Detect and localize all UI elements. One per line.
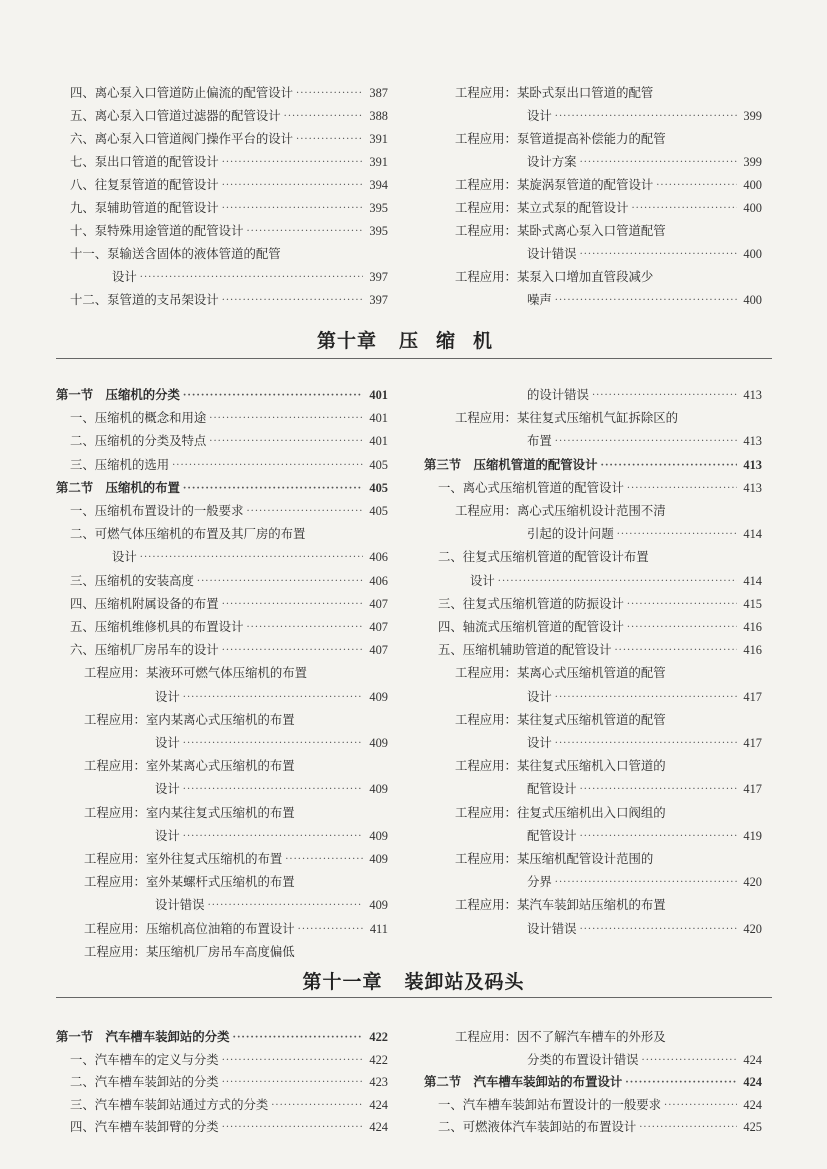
toc-entry-title: 工程应用：室外某螺杆式压缩机的布置 [84, 874, 295, 890]
toc-entry-title: 四、离心泵入口管道防止偏流的配管设计 [70, 85, 294, 100]
toc-entry[interactable] [70, 175, 388, 195]
toc-entry-title: 工程应用：往复式压缩机出入口阀组的 [455, 804, 666, 820]
toc-page-number: 424 [743, 1052, 762, 1067]
toc-page-number: 409 [369, 852, 388, 866]
dot-leader [625, 1074, 737, 1092]
toc-page-number: 406 [369, 550, 388, 565]
toc-entry[interactable] [70, 152, 388, 172]
toc-entry[interactable] [455, 849, 762, 869]
toc-entry-title: 二、汽车槽车装卸站的分类 [70, 1074, 219, 1089]
dot-leader [172, 457, 363, 475]
toc-entry-title: 设计错误 [527, 920, 577, 936]
toc-page-number: 417 [743, 782, 762, 797]
toc-entry[interactable] [455, 895, 762, 915]
toc-entry[interactable] [70, 1095, 388, 1115]
toc-entry[interactable] [70, 83, 388, 103]
dot-leader [140, 269, 363, 287]
toc-entry[interactable] [438, 547, 762, 567]
toc-entry-title: 工程应用：离心式压缩机设计范围不清 [455, 503, 666, 518]
toc-entry-title: 工程应用：某立式泵的配管设计 [455, 200, 629, 215]
dot-leader [246, 223, 363, 241]
toc-entry[interactable] [527, 779, 762, 799]
toc-entry-title: 工程应用：压缩机高位油箱的布置设计 [84, 920, 295, 936]
toc-page-number: 405 [369, 504, 388, 518]
toc-entry[interactable] [70, 1117, 388, 1137]
dot-leader [222, 200, 363, 218]
toc-page-number: 387 [369, 86, 388, 100]
toc-entry[interactable] [70, 431, 388, 451]
toc-entry[interactable] [527, 385, 762, 405]
toc-entry[interactable] [455, 408, 762, 428]
dot-leader [298, 921, 363, 939]
toc-entry[interactable] [70, 501, 388, 521]
toc-entry-title: 设计 [155, 688, 180, 704]
dot-leader [617, 526, 737, 544]
toc-entry-title: 分类的布置设计错误 [527, 1051, 639, 1067]
chapter-divider [56, 997, 772, 998]
toc-entry-title: 七、泵出口管道的配管设计 [70, 154, 219, 169]
toc-entry[interactable] [455, 83, 762, 103]
dot-leader [183, 387, 363, 405]
dot-leader [642, 1052, 737, 1070]
dot-leader [208, 897, 363, 915]
toc-entry[interactable] [527, 290, 762, 310]
dot-leader [222, 1119, 363, 1137]
chapter-11-heading [0, 967, 827, 994]
toc-entry[interactable] [70, 244, 388, 264]
toc-entry[interactable] [84, 803, 388, 823]
toc-entry-title: 设计 [527, 108, 552, 123]
dot-leader [627, 596, 737, 614]
toc-page-number: 420 [743, 875, 762, 890]
toc-page-number: 409 [369, 689, 388, 704]
toc-entry-title: 二、压缩机的分类及特点 [70, 433, 207, 449]
dot-leader [555, 433, 737, 451]
toc-entry-title: 设计 [155, 781, 180, 797]
toc-entry[interactable] [70, 571, 388, 591]
toc-page-number: 400 [743, 247, 762, 261]
dot-leader [664, 1097, 737, 1115]
dot-leader [284, 108, 363, 126]
toc-entry[interactable] [527, 872, 762, 892]
toc-entry-title: 五、压缩机辅助管道的配管设计 [438, 642, 612, 658]
toc-section[interactable] [424, 455, 762, 475]
toc-entry[interactable] [155, 687, 388, 707]
toc-entry-title: 工程应用：某泵入口增加直管段减少 [455, 269, 654, 284]
toc-entry[interactable] [527, 687, 762, 707]
toc-entry[interactable] [455, 710, 762, 730]
dot-leader [222, 642, 363, 660]
toc-entry[interactable] [84, 849, 388, 869]
toc-entry[interactable] [112, 267, 388, 287]
toc-entry-title: 四、汽车槽车装卸臂的分类 [70, 1119, 219, 1134]
dot-leader [183, 828, 363, 846]
toc-entry-title: 九、泵辅助管道的配管设计 [70, 200, 219, 215]
toc-entry-title: 引起的设计问题 [527, 526, 614, 542]
toc-entry-title: 设计错误 [155, 897, 205, 913]
toc-entry-title: 三、往复式压缩机管道的防振设计 [438, 595, 624, 611]
toc-entry[interactable] [112, 547, 388, 567]
toc-entry[interactable] [70, 221, 388, 241]
toc-entry-title: 工程应用：某压缩机配管设计范围的 [455, 851, 654, 866]
toc-entry-title: 设计 [112, 269, 137, 284]
toc-entry-title: 第二节 压缩机的布置 [56, 479, 180, 495]
toc-entry-title: 四、轴流式压缩机管道的配管设计 [438, 619, 624, 634]
toc-entry-title: 工程应用：某压缩机厂房吊车高度偏低 [84, 943, 295, 959]
dot-leader [580, 154, 737, 172]
toc-page-number: 420 [743, 921, 762, 936]
toc-page-number: 416 [743, 643, 762, 658]
toc-page-number: 409 [369, 828, 388, 843]
dot-leader [600, 457, 737, 475]
toc-section[interactable] [56, 478, 388, 498]
toc-entry[interactable] [527, 919, 762, 939]
toc-entry-title: 设计 [155, 827, 180, 843]
toc-entry[interactable] [70, 640, 388, 660]
toc-entry-title: 工程应用：因不了解汽车槽车的外形及 [455, 1029, 666, 1044]
dot-leader [222, 292, 363, 310]
toc-entry[interactable] [527, 152, 762, 172]
toc-page-number: 409 [369, 736, 388, 750]
dot-leader [232, 1029, 363, 1047]
toc-page-number: 395 [369, 224, 388, 238]
toc-entry[interactable] [455, 1027, 762, 1047]
toc-page-number: 424 [743, 1097, 762, 1112]
toc-entry[interactable] [455, 175, 762, 195]
toc-entry-title: 一、压缩机布置设计的一般要求 [70, 503, 244, 518]
toc-entry-title: 工程应用：室内某离心式压缩机的布置 [84, 711, 295, 727]
toc-entry[interactable] [438, 1095, 762, 1115]
dot-leader [580, 246, 737, 264]
chapter-number: 第十一章 [302, 971, 383, 993]
toc-entry-title: 设计 [527, 688, 552, 704]
toc-entry[interactable] [155, 779, 388, 799]
dot-leader [183, 689, 363, 707]
toc-entry-title: 工程应用：某汽车装卸站压缩机的布置 [455, 897, 666, 913]
toc-entry[interactable] [438, 594, 762, 614]
toc-entry-title: 第一节 汽车槽车装卸站的分类 [56, 1029, 230, 1044]
toc-entry-title: 五、压缩机维修机具的布置设计 [70, 619, 244, 634]
dot-leader [555, 735, 737, 753]
toc-entry-title: 工程应用：某往复式压缩机气缸拆除区的 [455, 410, 679, 426]
toc-section[interactable] [424, 1072, 762, 1092]
dot-leader [197, 573, 363, 591]
toc-entry[interactable] [438, 478, 762, 498]
toc-page-number: 422 [369, 1052, 388, 1067]
toc-entry[interactable] [70, 198, 388, 218]
toc-entry[interactable] [70, 1072, 388, 1092]
toc-page-number: 413 [743, 480, 762, 495]
toc-entry-title: 配管设计 [527, 781, 577, 797]
toc-entry[interactable] [527, 733, 762, 753]
dot-leader [555, 874, 737, 892]
dot-leader [209, 410, 363, 428]
dot-leader [183, 735, 363, 753]
chapter-divider [56, 358, 772, 359]
toc-entry-title: 一、压缩机的概念和用途 [70, 410, 207, 426]
toc-page-number: 407 [369, 643, 388, 658]
toc-entry-title: 工程应用：某卧式泵出口管道的配管 [455, 85, 654, 100]
toc-entry-title: 一、汽车槽车装卸站布置设计的一般要求 [438, 1096, 662, 1112]
toc-entry-title: 第一节 压缩机的分类 [56, 387, 180, 402]
toc-page-number: 422 [369, 1030, 388, 1044]
toc-entry[interactable] [84, 942, 388, 962]
toc-page-number: 397 [369, 293, 388, 307]
toc-entry-title: 十、泵特殊用途管道的配管设计 [70, 223, 244, 238]
dot-leader [614, 642, 737, 660]
toc-entry-title: 噪声 [527, 292, 552, 307]
toc-entry-title: 分界 [527, 874, 552, 890]
toc-entry-title: 三、压缩机的选用 [70, 456, 170, 472]
toc-entry[interactable] [70, 1050, 388, 1070]
toc-entry[interactable] [70, 524, 388, 544]
toc-page-number: 413 [743, 434, 762, 449]
toc-page-number: 397 [369, 270, 388, 284]
toc-entry-title: 工程应用：某卧式离心泵入口管道配管 [455, 223, 666, 238]
toc-entry-title: 的设计错误 [527, 387, 589, 402]
dot-leader [555, 108, 737, 126]
toc-page-number: 414 [743, 527, 762, 542]
toc-entry-title: 一、离心式压缩机管道的配管设计 [438, 479, 624, 495]
dot-leader [296, 131, 363, 149]
toc-entry-title: 十二、泵管道的支吊架设计 [70, 292, 219, 307]
toc-entry-title: 四、压缩机附属设备的布置 [70, 595, 219, 611]
toc-entry[interactable] [155, 826, 388, 846]
dot-leader [222, 177, 363, 195]
dot-leader [222, 596, 363, 614]
toc-entry[interactable] [84, 919, 388, 939]
dot-leader [285, 851, 363, 869]
chapter-number: 第十章 [316, 330, 377, 352]
toc-page-number: 405 [369, 457, 388, 472]
dot-leader [222, 154, 363, 172]
toc-entry[interactable] [527, 524, 762, 544]
toc-entry[interactable] [155, 895, 388, 915]
toc-entry[interactable] [84, 872, 388, 892]
toc-entry-title: 布置 [527, 433, 552, 449]
toc-entry-title: 五、离心泵入口管道过滤器的配管设计 [70, 108, 281, 123]
toc-page-number: 423 [369, 1075, 388, 1089]
chapter-10-heading [0, 326, 827, 353]
toc-entry-title: 设计错误 [527, 246, 577, 261]
toc-page-number: 424 [743, 1075, 762, 1089]
dot-leader [183, 781, 363, 799]
toc-page-number: 395 [369, 201, 388, 215]
toc-entry[interactable] [455, 267, 762, 287]
toc-page-number: 401 [369, 388, 388, 402]
toc-entry-title: 六、离心泵入口管道阀门操作平台的设计 [70, 131, 294, 146]
toc-entry[interactable] [527, 1050, 762, 1070]
toc-entry-title: 配管设计 [527, 827, 577, 843]
toc-entry[interactable] [70, 290, 388, 310]
toc-page-number: 400 [743, 178, 762, 192]
toc-page-number: 424 [369, 1097, 388, 1112]
toc-entry[interactable] [155, 733, 388, 753]
toc-entry-title: 二、往复式压缩机管道的配管设计布置 [438, 549, 649, 565]
dot-leader [555, 689, 737, 707]
toc-page-number: 411 [369, 921, 388, 936]
toc-page-number: 388 [369, 109, 388, 123]
toc-page-number: 413 [743, 457, 762, 472]
dot-leader [580, 781, 737, 799]
toc-entry-title: 一、汽车槽车的定义与分类 [70, 1051, 219, 1067]
toc-entry[interactable] [527, 244, 762, 264]
toc-page-number: 391 [369, 132, 388, 146]
toc-entry[interactable] [470, 571, 762, 591]
dot-leader [627, 619, 737, 637]
toc-entry[interactable] [70, 408, 388, 428]
dot-leader [222, 1074, 363, 1092]
toc-entry[interactable] [527, 431, 762, 451]
dot-leader [555, 292, 737, 310]
toc-page-number: 394 [369, 178, 388, 192]
toc-entry[interactable] [455, 501, 762, 521]
toc-page-number: 415 [743, 596, 762, 611]
dot-leader [639, 1119, 737, 1137]
toc-entry-title: 八、往复泵管道的配管设计 [70, 177, 219, 192]
toc-entry[interactable] [455, 129, 762, 149]
toc-page-number: 399 [743, 155, 762, 169]
toc-entry-title: 设计 [527, 735, 552, 750]
chapter-title: 装卸站及码头 [404, 971, 525, 993]
toc-entry-title: 工程应用：室外往复式压缩机的布置 [84, 851, 283, 866]
toc-section[interactable] [56, 385, 388, 405]
toc-page-number: 391 [369, 155, 388, 169]
toc-entry-title: 第二节 汽车槽车装卸站的布置设计 [424, 1074, 623, 1089]
toc-page-number: 400 [743, 201, 762, 215]
dot-leader [296, 85, 363, 103]
toc-entry[interactable] [455, 198, 762, 218]
toc-page-number: 407 [369, 596, 388, 611]
toc-page-number: 417 [743, 689, 762, 704]
toc-entry-title: 设计 [155, 735, 180, 750]
toc-page-number: 407 [369, 620, 388, 634]
toc-entry-title: 工程应用：某离心式压缩机管道的配管 [455, 665, 666, 681]
dot-leader [246, 619, 363, 637]
toc-entry-title: 三、压缩机的安装高度 [70, 572, 194, 588]
toc-section[interactable] [56, 1027, 388, 1047]
toc-entry-title: 工程应用：某往复式压缩机管道的配管 [455, 711, 666, 727]
toc-entry-title: 工程应用：某旋涡泵管道的配管设计 [455, 177, 654, 192]
toc-page-number: 400 [743, 293, 762, 307]
toc-entry[interactable] [527, 826, 762, 846]
toc-entry[interactable] [84, 756, 388, 776]
toc-entry[interactable] [438, 617, 762, 637]
toc-page-number: 417 [743, 736, 762, 750]
dot-leader [627, 480, 737, 498]
dot-leader [209, 433, 363, 451]
toc-entry[interactable] [70, 617, 388, 637]
dot-leader [631, 200, 737, 218]
toc-entry[interactable] [84, 710, 388, 730]
toc-entry[interactable] [70, 129, 388, 149]
dot-leader [271, 1097, 363, 1115]
toc-entry[interactable] [438, 640, 762, 660]
toc-page-number: 424 [369, 1120, 388, 1134]
toc-page-number: 416 [743, 620, 762, 634]
toc-entry-title: 工程应用：某往复式压缩机入口管道的 [455, 758, 666, 774]
toc-entry[interactable] [438, 1117, 762, 1137]
toc-entry-title: 工程应用：某液环可燃气体压缩机的布置 [84, 665, 308, 681]
chapter-title: 压缩机 [399, 330, 511, 352]
toc-page-number: 406 [369, 573, 388, 588]
toc-page-number: 401 [369, 434, 388, 449]
toc-entry[interactable] [527, 106, 762, 126]
toc-page-number: 414 [743, 573, 762, 588]
toc-entry-title: 工程应用：室外某离心式压缩机的布置 [84, 758, 295, 774]
dot-leader [592, 387, 737, 405]
toc-entry[interactable] [70, 106, 388, 126]
dot-leader [140, 549, 363, 567]
toc-page-number: 419 [743, 828, 762, 843]
toc-entry-title: 二、可燃液体汽车装卸站的布置设计 [438, 1119, 637, 1134]
toc-entry-title: 工程应用：泵管道提高补偿能力的配管 [455, 131, 666, 146]
toc-entry-title: 二、可燃气体压缩机的布置及其厂房的布置 [70, 526, 306, 542]
toc-entry-title: 设计方案 [527, 154, 577, 169]
toc-entry-title: 设计 [112, 549, 137, 565]
toc-page-number: 401 [369, 411, 388, 426]
dot-leader [222, 1052, 363, 1070]
toc-page-number: 399 [743, 109, 762, 123]
toc-entry-title: 工程应用：室内某往复式压缩机的布置 [84, 804, 295, 820]
toc-entry-title: 设计 [470, 572, 495, 588]
toc-page-number: 413 [743, 388, 762, 402]
toc-entry-title: 第三节 压缩机管道的配管设计 [424, 456, 598, 472]
toc-entry[interactable] [455, 221, 762, 241]
toc-page-number: 425 [743, 1120, 762, 1134]
toc-page-number: 409 [369, 898, 388, 913]
dot-leader [656, 177, 737, 195]
dot-leader [580, 921, 737, 939]
toc-entry[interactable] [84, 663, 388, 683]
toc-entry[interactable] [455, 803, 762, 823]
dot-leader [498, 573, 737, 591]
dot-leader [246, 503, 363, 521]
toc-entry-title: 六、压缩机厂房吊车的设计 [70, 642, 219, 658]
toc-entry-title: 十一、泵输送含固体的液体管道的配管 [70, 246, 281, 261]
toc-entry-title: 三、汽车槽车装卸站通过方式的分类 [70, 1096, 269, 1112]
toc-entry[interactable] [70, 594, 388, 614]
toc-page-number: 405 [369, 480, 388, 495]
dot-leader [183, 480, 363, 498]
toc-entry[interactable] [70, 455, 388, 475]
dot-leader [580, 828, 737, 846]
toc-page-number: 409 [369, 782, 388, 797]
toc-entry[interactable] [455, 756, 762, 776]
toc-entry[interactable] [455, 663, 762, 683]
